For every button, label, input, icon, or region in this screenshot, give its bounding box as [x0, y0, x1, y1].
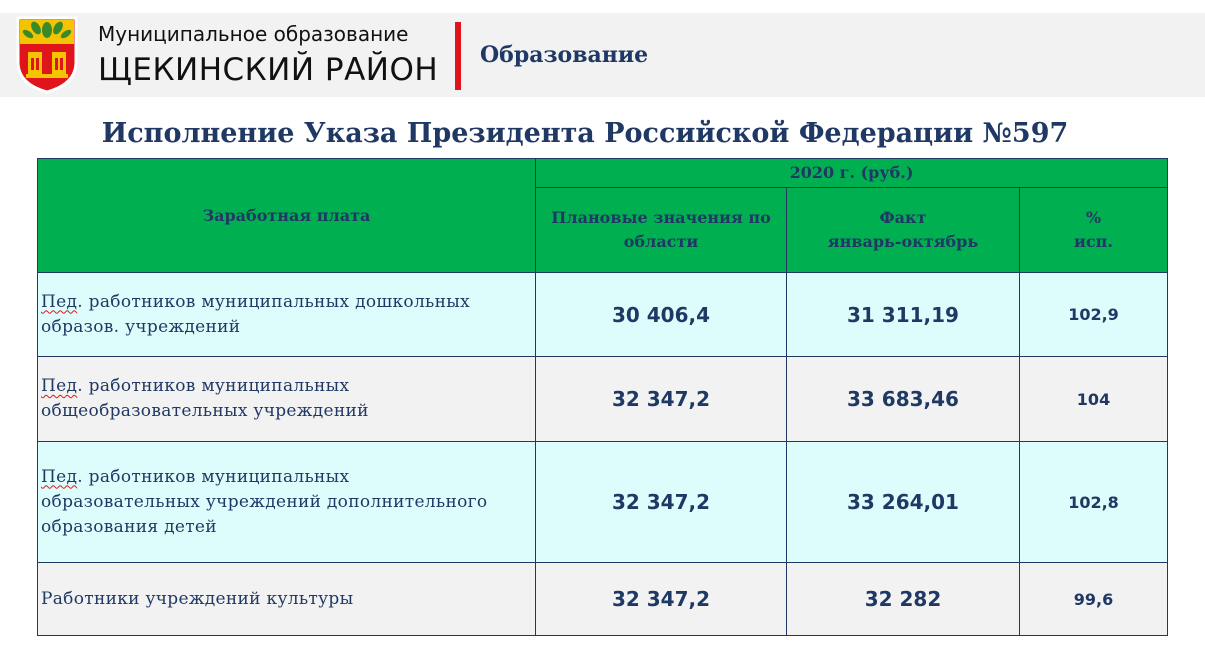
- col-header-fact-line2: январь-октябрь: [827, 232, 979, 251]
- percent-value: 104: [1020, 357, 1168, 442]
- section-title: Образование: [480, 42, 649, 68]
- percent-value: 102,9: [1020, 273, 1168, 357]
- row-label-line2: общеобразовательных учреждений: [41, 401, 369, 421]
- plan-value: 32 347,2: [536, 442, 787, 563]
- row-label: [38, 563, 536, 636]
- col-header-plan-line2: области: [623, 232, 699, 251]
- fact-value: 33 264,01: [787, 442, 1020, 563]
- percent-value: 99,6: [1020, 563, 1168, 636]
- plan-value: 32 347,2: [536, 563, 787, 636]
- salary-table: [37, 158, 1168, 636]
- row-label-ped: Пед: [41, 291, 78, 312]
- fact-value: 32 282: [787, 563, 1020, 636]
- row-label-ped: Пед: [41, 376, 78, 396]
- plan-value: 32 347,2: [536, 357, 787, 442]
- fact-value: 33 683,46: [787, 357, 1020, 442]
- col-header-pct-line1: %: [1085, 208, 1102, 227]
- header-divider: [455, 22, 461, 90]
- table-row: [38, 563, 1168, 636]
- col-header-plan-line1: Плановые значения по: [551, 208, 771, 227]
- col-header-fact-line1: Факт: [879, 208, 927, 227]
- table-row: [38, 357, 1168, 442]
- row-label-rest: . работников муниципальных: [77, 376, 350, 396]
- col-header-plan: [536, 188, 787, 273]
- percent-value: 102,8: [1020, 442, 1168, 563]
- row-label-line1: Работники учреждений культуры: [41, 588, 354, 609]
- row-label: [38, 442, 536, 563]
- col-header-pct: [1020, 188, 1168, 273]
- row-label-line3: образования детей: [41, 516, 217, 537]
- plan-value: 30 406,4: [536, 273, 787, 357]
- row-label-ped: Пед: [41, 466, 78, 487]
- row-label: [38, 273, 536, 357]
- org-name-line2: ЩЕКИНСКИЙ РАЙОН: [98, 52, 439, 88]
- table-header-row: [38, 159, 1168, 188]
- row-label-line2: образовательных учреждений дополнительного: [41, 491, 488, 512]
- row-label-rest: . работников муниципальных: [77, 466, 350, 487]
- page-title: Исполнение Указа Президента Российской Федерации №597: [101, 118, 1069, 149]
- row-label: [38, 357, 536, 442]
- row-label-line2: образов. учреждений: [41, 316, 241, 337]
- table-row: [38, 442, 1168, 563]
- table-row: [38, 273, 1168, 357]
- col-header-pct-line2: исп.: [1074, 232, 1113, 251]
- coat-of-arms-icon: [14, 14, 80, 94]
- fact-value: 31 311,19: [787, 273, 1020, 357]
- col-header-salary: Заработная плата: [38, 159, 536, 273]
- org-name-line1: Муниципальное образование: [98, 22, 409, 46]
- col-group-header-2020: 2020 г. (руб.): [536, 159, 1168, 188]
- col-header-fact: [787, 188, 1020, 273]
- row-label-rest: . работников муниципальных дошкольных: [77, 291, 470, 312]
